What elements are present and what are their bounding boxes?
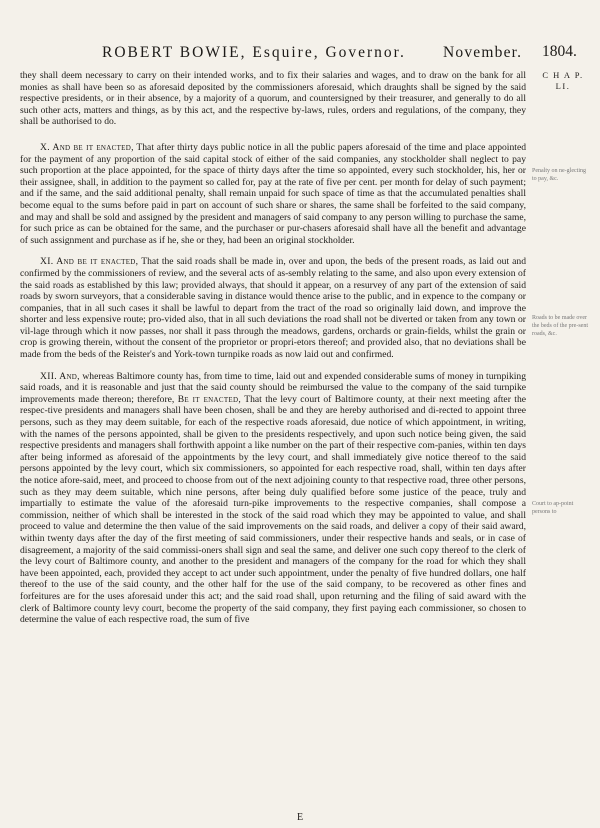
header-title: ROBERT BOWIE, Esquire, Governor. xyxy=(102,44,406,61)
section-xii-enacting-clause: Be it enacted, xyxy=(177,393,242,405)
section-x xyxy=(20,142,526,246)
margin-note-penalty: Penalty on ne-glecting to pay, &c. xyxy=(532,168,586,182)
document-body xyxy=(20,70,526,626)
section-xii-lead: XII. And, xyxy=(40,370,80,382)
chapter-marker xyxy=(532,70,594,92)
signature-mark: E xyxy=(296,812,304,823)
margin-note-roads: Roads to be made over the beds of the pre-sent roads, &c. xyxy=(532,315,588,337)
chapter-number: LI. xyxy=(555,81,571,91)
section-xi xyxy=(20,256,526,360)
section-xi-text: That the said roads shall be made in, over and upon, the beds of the present roads, as laid out and confirmed by the commissioners of review, and the several acts of as-sembly relating to the same, and also upon every extension of the said roads as established by this law; provided always, that should it appear, on a resurvey of any part of the extension of said roads by sworn surveyors, that a considerable saving in distance would thence arise to the public, and in expence to the company or companies, that in all such cases it shall be lawful to depart from the tract of the road so originally laid down, and improve the shorter and less expensive route; pro-vided also, that in all such deviations the road shall not be diverted or taken from any town or vil-lage through which it now passes, nor shall it pass through the meadows, gardens, orchards or grain-fields, whilst the grain or crop is growing therein, without the consent of the proprietor or propri-etors thereof; and provided also, that no deviations shall be made from the beds of the Reister's and York-town turnpike roads as now laid out and confirmed. xyxy=(20,256,526,361)
section-xii xyxy=(20,371,526,626)
section-xii-text-b: That the levy court of Baltimore county, at their next meeting after the respec-tive presidents and managers shall have been chosen, shall be and they are hereby authorised and di-rected to appoint three persons, such as they may deem suitable, for each of the respective roads aforesaid, due notice of which appointment, in writing, with the names of the persons appointed, shall be given to the presidents respectively, and upon such notice being given, the said respective presidents and managers shall forthwith appoint a like number on the part of their respective com-panies, within ten days after being informed as aforesaid of the appointments by the levy court, and shall immediately give notice thereof to the said persons appointed by the levy court, which six commissioners, so appointed for each respective road, shall, within ten days after the notice afore-said, meet, and proceed to choose from out of the next adjoining county to that respective road, three other persons, such as they may deem suitable, which nine persons, after being duly qualified before some justice of the peace, truly and impartially to estimate the value of the aforesaid turn-pike improvements to the respective companies, shall compose a commission, neither of which shall be interested in the stock of the said road which they may be appointed to value, and shall proceed to value and determine the then value of the said improvements on the said roads, and deliver a copy of their said award, within twenty days after the day of the first meeting of said commissioners, under their respective hands and seals, or in case of disagreement, a majority of the said commissi-oners shall sign and seal the same, and deliver one such copy thereof to the clerk of the levy court of Baltimore county, and another to the president and managers of the company for the road for which they shall have been appointed, each, provided they accept to act under such appointment, under the penalty of five hundred dollars, one half thereof to the use of the said county, and the other half for the use of the said company, to be recovered as other fines and forfeitures are for the uses aforesaid under this act; and the said road shall, upon returning and the filing of said award with the clerk of Baltimore county levy court, become the property of the said company, they first paying each commissioner, so chosen to determine the value of each respective road, the sum of five xyxy=(20,393,527,626)
section-x-lead: X. And be it enacted, xyxy=(40,141,134,153)
header-year: 1804. xyxy=(542,43,577,60)
running-header xyxy=(0,44,600,68)
chapter-label: C H A P. xyxy=(542,70,584,80)
section-xii-text-a: whereas Baltimore county has, from time to time, laid out and expended considerable sums of money in turnpiking said roads, and it is reasonable and just that the said county should be reimbursed the value to the company of the said turnpike improvements made thereon; therefore, xyxy=(20,370,526,405)
margin-note-court: Court to ap-point persons to xyxy=(532,501,574,515)
section-x-text: That after thirty days public notice in all the public papers aforesaid of the time and place appointed for the payment of any proportion of the said capital stock of either of the said companies, any stockholder shall neglect to pay such proportion at the place appointed, for the space of thirty days after the time so appointed, every such stockholder, his, her or their assignee, shall, in addition to the payment so called for, pay at the rate of five per cent. per month for delay of such payment; and if the same, and the said additional penalty, shall remain unpaid for such space of time as that the accumulated penalties shall become equal to the sums before paid in part on account of such share or shares, the same shall be forfeited to the said company, and may and shall be sold and assigned by the president and managers of said company to any person willing to purchase the same, for such price as can be obtained for the same, and the purchaser or pur-chasers aforesaid shall have all the benefit and advantage of such assignment and purchase as if he, she or they, had been an original stockholder. xyxy=(20,141,526,246)
paragraph-continuation: they shall deem necessary to carry on their intended works, and to fix their salaries and wages, and to draw on the bank for all monies as shall have been so as aforesaid deposited by the commissioners aforesaid, which draughts shall be signed by the said respective presidents, or in their absence, by a majority of a quorum, and countersigned by their treasurer, and generally to do all such other acts, matters and things, as by this act, and the respective by-laws, rules, orders and regulations, of the company, they shall be authorised to do. xyxy=(20,70,526,128)
section-xi-lead: XI. And be it enacted, xyxy=(40,256,139,268)
header-month: November. xyxy=(443,44,523,61)
